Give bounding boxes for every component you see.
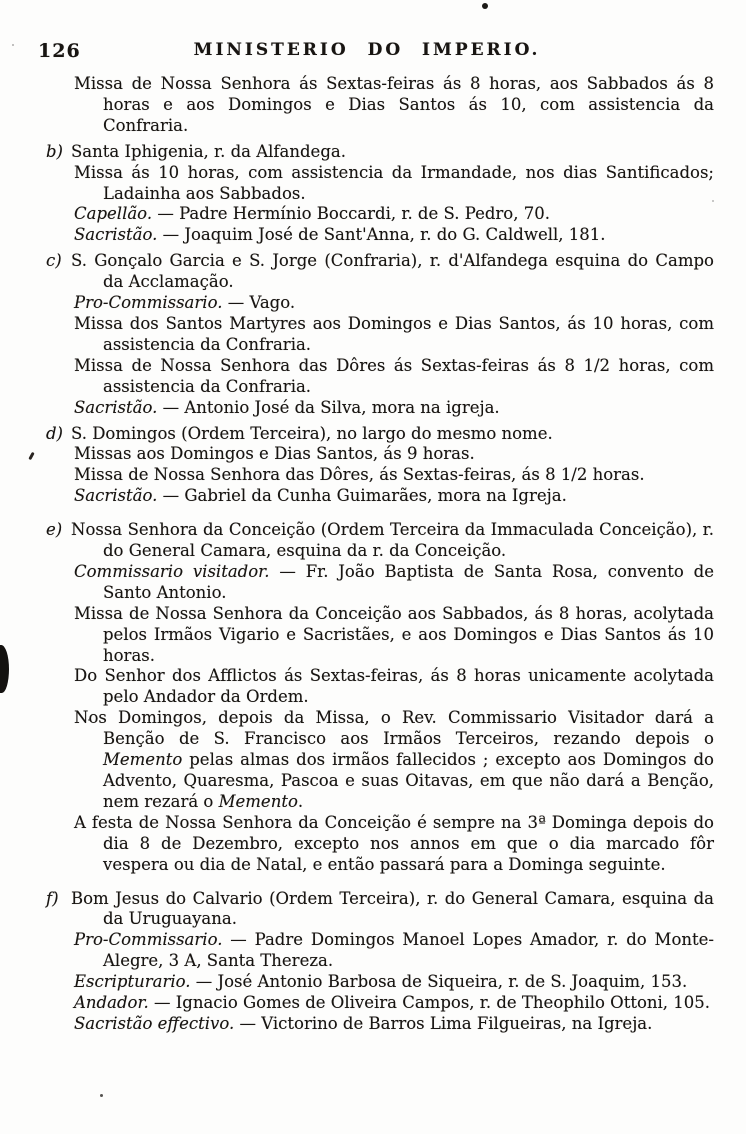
text-segment: Missa de Nossa Senhora da Conceição aos Sabbados, ás 8 horas, acolytada pelos Irmãos Vigario e Sacristães, e aos Domingos e Dias Santos ás 10 horas.: [74, 603, 714, 665]
scan-mark: [28, 452, 34, 460]
entry-c: [46, 251, 714, 418]
text-segment: Missas aos Domingos e Dias Santos, ás 9 horas.: [74, 444, 475, 464]
office-title: Pro-Commissario.: [74, 930, 223, 950]
text-segment: — Fr. João Baptista de Santa Rosa, convento de Santo Antonio.: [103, 561, 714, 602]
officer-paragraph: [46, 993, 714, 1014]
entry-title: S. Gonçalo Garcia e S. Jorge (Confraria), r. d'Alfandega esquina do Campo da Acclamação.: [71, 251, 714, 292]
text-segment: — Vago.: [222, 293, 296, 313]
entry-e: [46, 520, 714, 875]
office-title: Pro-Commissario.: [74, 293, 223, 313]
officer-paragraph: [46, 204, 714, 225]
mass-schedule-paragraph: [46, 666, 714, 708]
text-segment: — Antonio José da Silva, mora na igreja.: [157, 397, 500, 417]
officer-paragraph: [46, 562, 714, 604]
text-segment: Do Senhor dos Afflictos ás Sextas-feiras, ás 8 horas unicamente acolytada pelo Andador da Ordem.: [74, 666, 714, 707]
office-title: Sacristão effectivo.: [74, 1013, 235, 1033]
blessing-note-paragraph: [46, 708, 714, 813]
office-title: Capellão.: [74, 204, 153, 224]
entry-d: [46, 424, 714, 508]
text-segment: Missa de Nossa Senhora das Dôres, ás Sextas-feiras, ás 8 1/2 horas.: [74, 465, 645, 485]
text-segment: — Victorino de Barros Lima Filgueiras, na Igreja.: [234, 1013, 653, 1033]
text-segment: — José Antonio Barbosa de Siqueira, r. de S. Joaquim, 153.: [190, 972, 688, 992]
page-header: [0, 40, 746, 68]
text-segment: — Ignacio Gomes de Oliveira Campos, r. de Theophilo Ottoni, 105.: [148, 993, 711, 1013]
officer-paragraph: [46, 930, 714, 972]
officer-paragraph: [46, 225, 714, 246]
entry-label: b): [46, 141, 63, 161]
text-segment: — Padre Hermínio Boccardi, r. de S. Pedro, 70.: [152, 204, 550, 224]
office-title: Escripturario.: [74, 972, 191, 992]
office-title: Sacristão.: [74, 486, 158, 506]
text-segment: — Padre Domingos Manoel Lopes Amador, r. do Monte-Alegre, 3 A, Santa Thereza.: [103, 930, 714, 971]
page-number: 126: [38, 40, 81, 62]
entry-heading: [46, 520, 714, 562]
entry-title: Nossa Senhora da Conceição (Ordem Terceira da Immaculada Conceição), r. do General Camara, esquina da r. da Conceição.: [71, 520, 714, 561]
intro-paragraph: [46, 74, 714, 137]
entry-label: d): [46, 423, 63, 443]
text-segment: A festa de Nossa Senhora da Conceição é sempre na 3ª Dominga depois do dia 8 de Dezembro, excepto nos annos em que o dia marcado fôr vespera ou dia de Natal, e então passará para a Dominga seguinte.: [74, 812, 714, 874]
scan-speck: [100, 1094, 103, 1097]
feast-note-paragraph: [46, 813, 714, 876]
officer-paragraph: [46, 486, 714, 507]
text-segment: — Joaquim José de Sant'Anna, r. do G. Caldwell, 181.: [157, 225, 606, 245]
entry-heading: [46, 889, 714, 931]
text-segment: pelas almas dos irmãos fallecidos ; excepto aos Domingos do Advento, Quaresma, Pascoa e suas Oitavas, em que não dará a Benção, nem rezará o: [103, 750, 714, 811]
entry-label: e): [46, 520, 63, 540]
entry-label: c): [46, 251, 62, 271]
entry-title: Santa Iphigenia, r. da Alfandega.: [71, 141, 346, 161]
entry-heading: [46, 251, 714, 293]
entry-heading: [46, 142, 714, 163]
officer-paragraph: [46, 972, 714, 993]
text-segment: .: [297, 791, 304, 811]
entry-b: [46, 142, 714, 247]
text-segment: Missa dos Santos Martyres aos Domingos e Dias Santos, ás 10 horas, com assistencia da Confraria.: [74, 313, 714, 354]
text-segment: Missa de Nossa Senhora das Dôres ás Sextas-feiras ás 8 1/2 horas, com assistencia da Confraria.: [74, 355, 714, 396]
text-segment: Missa de Nossa Senhora ás Sextas-feiras ás 8 horas, aos Sabbados ás 8 horas e aos Domingos e Dias Santos ás 10, com assistencia da Confraria.: [74, 74, 714, 135]
mass-schedule-paragraph: [46, 604, 714, 667]
memento-term: Memento: [218, 791, 298, 811]
memento-term: Memento: [103, 750, 183, 770]
office-title: Sacristão.: [74, 397, 158, 417]
text-segment: Nos Domingos, depois da Missa, o Rev. Commissario Visitador dará a Benção de S. Francisco aos Irmãos Terceiros, rezando depois o: [74, 708, 714, 749]
entry-f: [46, 889, 714, 1035]
scan-speck: [482, 3, 488, 9]
entry-label: f): [46, 888, 59, 908]
mass-schedule-paragraph: [46, 444, 714, 465]
office-title: Sacristão.: [74, 225, 158, 245]
mass-schedule-paragraph: [46, 356, 714, 398]
office-title: Commissario visitador.: [74, 561, 270, 581]
mass-schedule-paragraph: [46, 314, 714, 356]
entry-title: Bom Jesus do Calvario (Ordem Terceira), r. do General Camara, esquina da da Uruguayana.: [71, 888, 714, 929]
entry-title: S. Domingos (Ordem Terceira), no largo do mesmo nome.: [71, 423, 553, 443]
officer-paragraph: [46, 293, 714, 314]
officer-paragraph: [46, 398, 714, 419]
officer-paragraph: [46, 1014, 714, 1035]
running-title: MINISTERIO DO IMPERIO.: [193, 40, 541, 60]
page-body: [46, 74, 714, 1035]
ink-blot-left-margin: [0, 645, 9, 693]
text-segment: — Gabriel da Cunha Guimarães, mora na Igreja.: [157, 486, 567, 506]
mass-schedule-paragraph: [46, 163, 714, 205]
office-title: Andador.: [74, 993, 149, 1013]
mass-schedule-paragraph: [46, 465, 714, 486]
entry-heading: [46, 424, 714, 445]
text-segment: Missa ás 10 horas, com assistencia da Irmandade, nos dias Santificados; Ladainha aos Sabbados.: [74, 162, 714, 203]
